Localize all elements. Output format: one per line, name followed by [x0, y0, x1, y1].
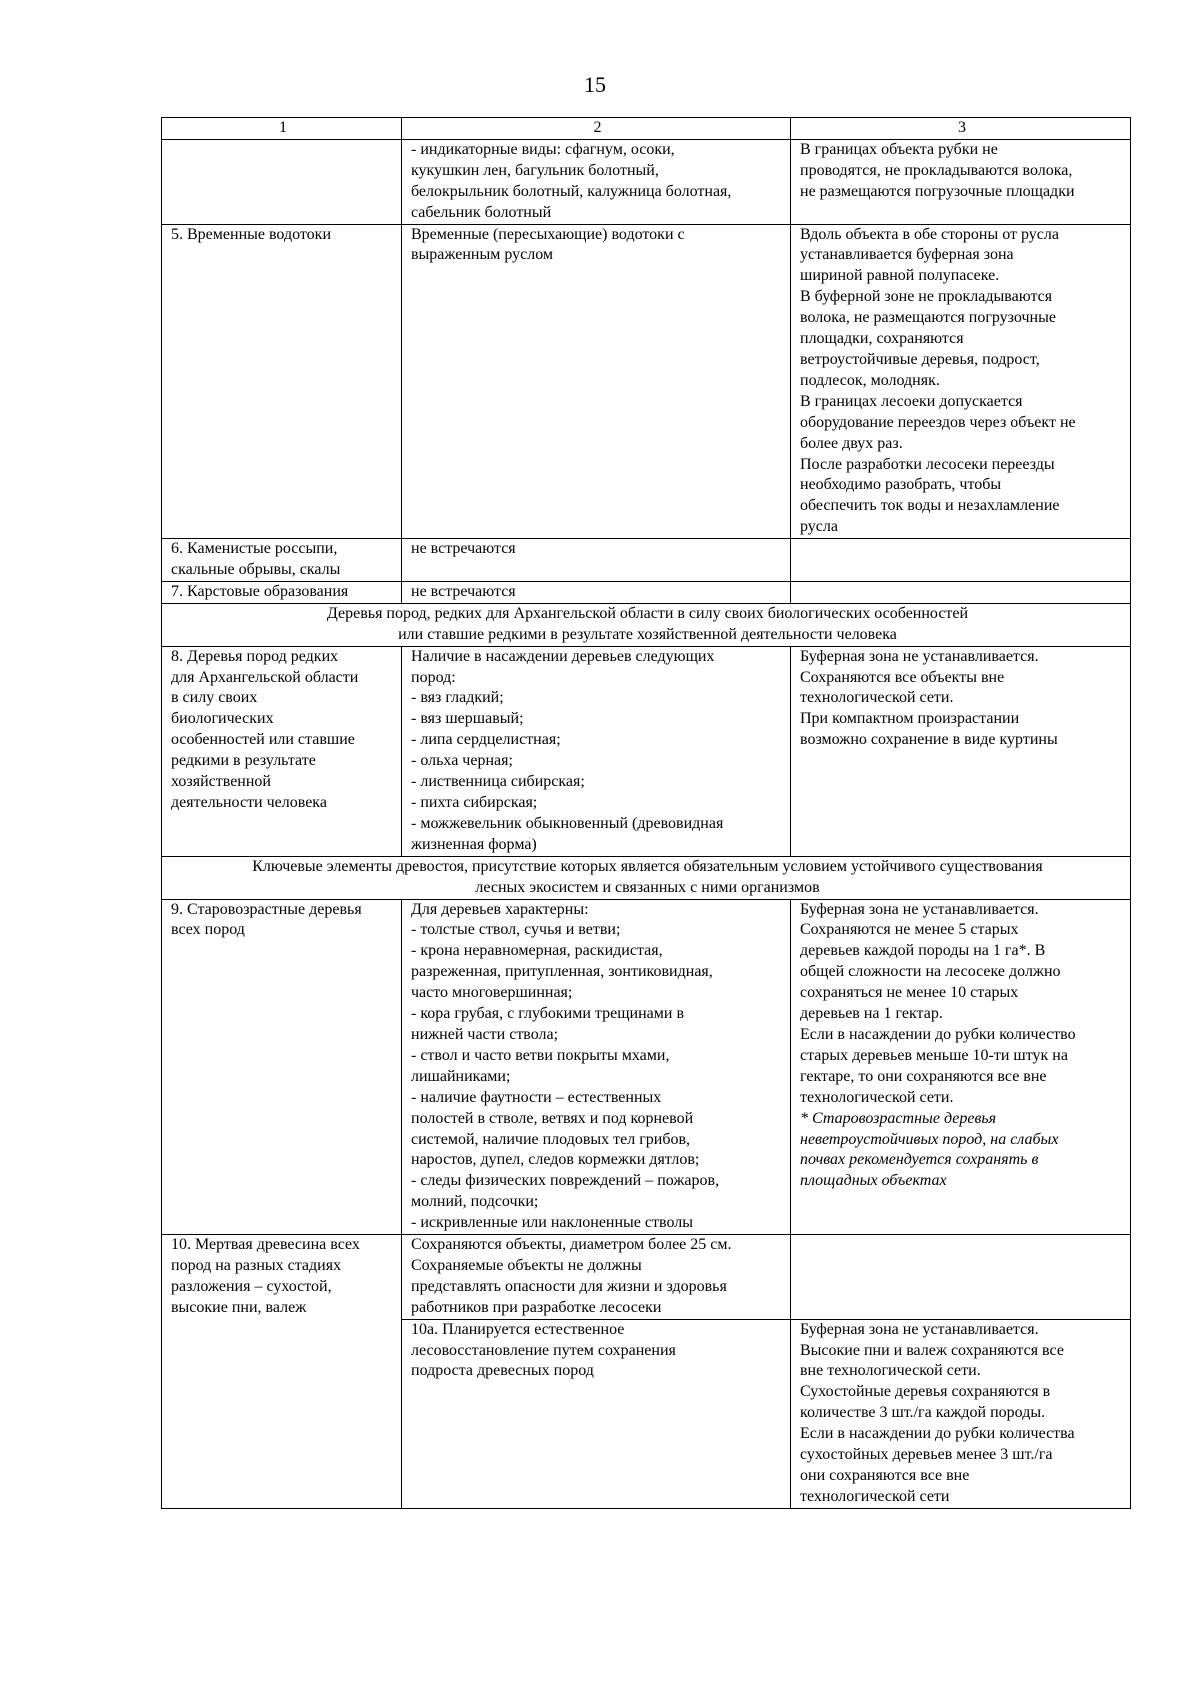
text-line: В границах лесоеки допускается — [800, 392, 1023, 410]
cell-requirements — [791, 646, 1131, 856]
text-line: - индикаторные виды: сфагнум, осоки, — [411, 140, 675, 158]
text-line: подлесок, молодняк. — [800, 371, 940, 389]
text-line: Наличие в насаждении деревьев следующих — [411, 647, 715, 665]
text-line: - вяз гладкий; — [411, 689, 504, 707]
text-line: - ствол и часто ветви покрыты мхами, — [411, 1046, 670, 1064]
text-line: обеспечить ток воды и незахламление — [800, 497, 1060, 515]
text-line: проводятся, не прокладываются волока, — [800, 161, 1073, 179]
text-line: работников при разработке лесосеки — [411, 1298, 662, 1316]
text-line: системой, наличие плодовых тел грибов, — [411, 1130, 691, 1148]
cell-features — [402, 539, 791, 582]
text-line: * Старовозрастные деревья — [800, 1109, 997, 1127]
header-col-2: 2 — [402, 118, 791, 140]
cell-requirements — [791, 1235, 1131, 1320]
cell-requirements — [791, 1319, 1131, 1508]
text-line: - липа сердцелистная; — [411, 731, 561, 749]
cell-features — [402, 1235, 791, 1320]
text-line: - толстые ствол, сучья и ветви; — [411, 921, 621, 939]
text-line: Сохраняются не менее 5 старых — [800, 921, 1019, 939]
table-row-6 — [162, 539, 1131, 582]
text-line: белокрыльник болотный, калужница болотная, — [411, 182, 732, 200]
text-line: - кора грубая, с глубокими трещинами в — [411, 1005, 684, 1023]
text-line: технологической сети. — [800, 689, 954, 707]
text-line: кукушкин лен, багульник болотный, — [411, 161, 659, 179]
cell-requirements — [791, 539, 1131, 582]
text-line: гектаре, то они сохраняются все вне — [800, 1067, 1047, 1085]
page-number: 15 — [584, 72, 606, 97]
text-line: возможно сохранение в виде куртины — [800, 731, 1058, 749]
text-line: - наличие фаутности – естественных — [411, 1088, 662, 1106]
text-line: 5. Временные водотоки — [171, 225, 332, 243]
cell-features — [402, 224, 791, 539]
cell-object — [162, 139, 402, 224]
text-line: Сохраняются объекты, диаметром более 25 см. — [411, 1236, 732, 1254]
text-line: выраженным руслом — [411, 246, 554, 264]
text-line: При компактном произрастании — [800, 710, 1020, 728]
section-heading — [162, 603, 1131, 646]
text-line: пород: — [411, 668, 456, 686]
text-line: - лиственница сибирская; — [411, 773, 585, 791]
text-line: Вдоль объекта в обе стороны от русла — [800, 225, 1059, 243]
cell-requirements — [791, 139, 1131, 224]
text-line: Временные (пересыхающие) водотоки с — [411, 225, 685, 243]
text-line: 8. Деревья пород редких — [171, 647, 339, 665]
text-line: - следы физических повреждений – пожаров, — [411, 1172, 720, 1190]
text-line: После разработки лесосеки переезды — [800, 455, 1055, 473]
text-line: разреженная, притупленная, зонтиковидная, — [411, 963, 713, 981]
cell-object — [162, 899, 402, 1235]
text-line: 6. Каменистые россыпи, — [171, 540, 338, 558]
cell-requirements — [791, 899, 1131, 1235]
text-line: 10а. Планируется естественное — [411, 1320, 625, 1338]
cell-features — [402, 581, 791, 603]
cell-object — [162, 646, 402, 856]
text-line: нижней части ствола; — [411, 1025, 559, 1043]
text-line: особенностей или ставшие — [171, 731, 355, 749]
text-line: не встречаются — [411, 582, 516, 600]
text-line: пород на разных стадиях — [171, 1256, 342, 1274]
text-line: всех пород — [171, 921, 245, 939]
text-line: Если в насаждении до рубки количество — [800, 1025, 1076, 1043]
text-line: лесных экосистем и связанных с ними организмов — [475, 878, 820, 896]
text-line: сохраняться не менее 10 старых — [800, 984, 1019, 1002]
table-row-7 — [162, 581, 1131, 603]
text-line: деревьев каждой породы на 1 га*. В — [800, 942, 1046, 960]
text-line: разложения – сухостой, — [171, 1277, 332, 1295]
text-line: Если в насаждении до рубки количества — [800, 1425, 1075, 1443]
text-line: Деревья пород, редких для Архангельской области в силу своих биологических особенностей — [326, 604, 969, 622]
text-line: общей сложности на лесосеке должно — [800, 963, 1061, 981]
cell-object — [162, 224, 402, 539]
text-line: - можжевельник обыкновенный (древовидная — [411, 814, 724, 832]
text-line: биологических — [171, 710, 274, 728]
text-line: Сохраняются все объекты вне — [800, 668, 1005, 686]
text-line: Ключевые элементы древостоя, присутствие которых является обязательным условием устойчивого существования — [252, 857, 1043, 875]
text-line: ветроустойчивые деревья, подрост, — [800, 350, 1040, 368]
text-line: Для деревьев характерны: — [411, 900, 589, 918]
cell-object — [162, 1235, 402, 1509]
text-line: молний, подсочки; — [411, 1193, 539, 1211]
text-line: русла — [800, 518, 838, 536]
cell-features — [402, 1319, 791, 1508]
cell-requirements — [791, 581, 1131, 603]
cell-object — [162, 581, 402, 603]
text-line: 9. Старовозрастные деревья — [171, 900, 362, 918]
text-line: количестве 3 шт./га каждой породы. — [800, 1404, 1046, 1422]
text-line: Сохраняемые объекты не должны — [411, 1256, 642, 1274]
header-col-3: 3 — [791, 118, 1131, 140]
text-line: не размещаются погрузочные площадки — [800, 182, 1075, 200]
cell-requirements — [791, 224, 1131, 539]
cell-features — [402, 646, 791, 856]
text-line: лишайниками; — [411, 1067, 511, 1085]
text-line: они сохраняются все вне — [800, 1467, 970, 1484]
text-line: более двух раз. — [800, 434, 903, 452]
text-line: не встречаются — [411, 540, 516, 558]
protection-table — [161, 117, 1131, 1509]
text-line: площадки, сохраняются — [800, 330, 964, 348]
table-row-5 — [162, 224, 1131, 539]
text-line: Буферная зона не устанавливается. — [800, 647, 1039, 665]
text-line: часто многовершинная; — [411, 984, 573, 1002]
text-line: в силу своих — [171, 689, 258, 707]
text-line: жизненная форма) — [411, 835, 537, 853]
text-line: площадных объектах — [800, 1172, 947, 1190]
text-line: старых деревьев меньше 10-ти штук на — [800, 1046, 1068, 1064]
text-line: Сухостойные деревья сохраняются в — [800, 1383, 1051, 1401]
header-col-1: 1 — [162, 118, 402, 140]
text-line: Буферная зона не устанавливается. — [800, 1320, 1039, 1338]
text-line: почвах рекомендуется сохранять в — [800, 1151, 1039, 1169]
text-line: - ольха черная; — [411, 752, 513, 770]
text-line: - вяз шершавый; — [411, 710, 524, 728]
text-line: В границах объекта рубки не — [800, 140, 998, 158]
cell-object — [162, 539, 402, 582]
text-line: Высокие пни и валеж сохраняются все — [800, 1341, 1064, 1359]
text-line: или ставшие редкими в результате хозяйственной деятельности человека — [398, 625, 897, 643]
cell-features — [402, 139, 791, 224]
requirements-text — [800, 900, 1124, 1109]
text-line: оборудование переездов через объект не — [800, 413, 1076, 431]
text-line: Буферная зона не устанавливается. — [800, 900, 1039, 918]
text-line: В буферной зоне не прокладываются — [800, 288, 1053, 306]
text-line: - искривленные или наклоненные стволы — [411, 1214, 693, 1232]
section-heading — [162, 856, 1131, 899]
text-line: вне технологической сети. — [800, 1362, 981, 1380]
text-line: деятельности человека — [171, 794, 327, 811]
text-line: - крона неравномерная, раскидистая, — [411, 942, 663, 960]
text-line: волока, не размещаются погрузочные — [800, 309, 1056, 327]
text-line: полостей в стволе, ветвях и под корневой — [411, 1109, 694, 1127]
text-line: шириной равной полупасеке. — [800, 267, 1000, 285]
text-line: неветроустойчивых пород, на слабых — [800, 1130, 1059, 1148]
section-heading-key-elements — [162, 856, 1131, 899]
text-line: сабельник болотный — [411, 203, 552, 221]
table-row-8 — [162, 646, 1131, 856]
footnote — [800, 1109, 1124, 1193]
text-line: лесовосстановление путем сохранения — [411, 1341, 676, 1359]
cell-features — [402, 899, 791, 1235]
text-line: - пихта сибирская; — [411, 794, 538, 811]
text-line: высокие пни, валеж — [171, 1298, 307, 1316]
text-line: устанавливается буферная зона — [800, 246, 1014, 264]
table-row-continued — [162, 139, 1131, 224]
text-line: сухостойных деревьев менее 3 шт./га — [800, 1446, 1053, 1464]
section-heading-rare-species — [162, 603, 1131, 646]
text-line: необходимо разобрать, чтобы — [800, 476, 1002, 494]
text-line: представлять опасности для жизни и здоровья — [411, 1277, 727, 1295]
text-line: подроста древесных пород — [411, 1362, 594, 1380]
text-line: хозяйственной — [171, 773, 271, 791]
table-row-10 — [162, 1235, 1131, 1320]
text-line: деревьев на 1 гектар. — [800, 1005, 943, 1023]
text-line: скальные обрывы, скалы — [171, 561, 341, 579]
text-line: редкими в результате — [171, 752, 316, 770]
text-line: наростов, дупел, следов кормежки дятлов; — [411, 1151, 700, 1169]
text-line: 7. Карстовые образования — [171, 582, 349, 600]
header-row — [162, 118, 1131, 140]
text-line: 10. Мертвая древесина всех — [171, 1236, 360, 1254]
table-row-9 — [162, 899, 1131, 1235]
text-line: для Архангельской области — [171, 668, 359, 686]
text-line: технологической сети. — [800, 1088, 954, 1106]
text-line: технологической сети — [800, 1487, 950, 1505]
